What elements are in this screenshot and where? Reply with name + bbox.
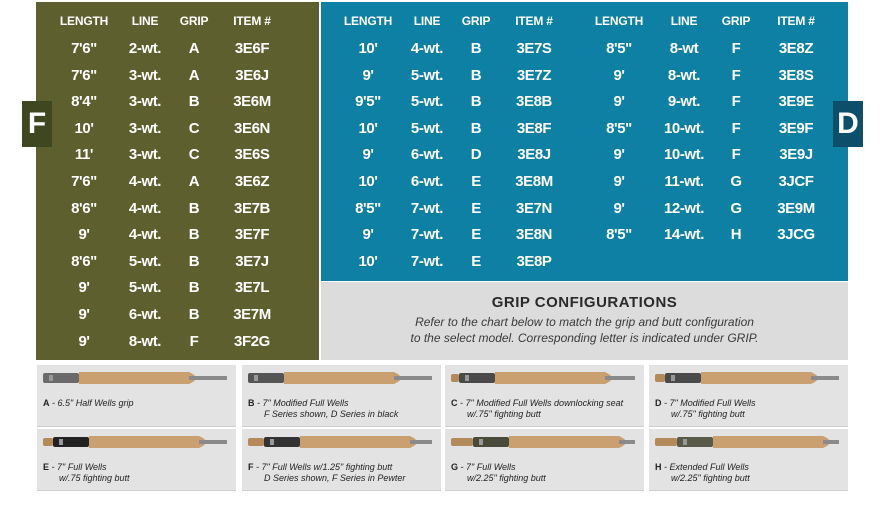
grip-f-photo — [242, 429, 441, 491]
f-series-length-cell: 8'6" — [71, 252, 97, 270]
d-series-2-length-cell: 9' — [613, 93, 625, 111]
d-series-1-line-cell: 7-wt. — [410, 226, 444, 244]
d-series-1-length-cell: 10' — [358, 119, 378, 137]
f-series-line-cell: 4-wt. — [128, 226, 162, 244]
d-series-2-grip-cell: G — [730, 199, 742, 217]
grip-description: - 7" Full Wells — [49, 462, 107, 472]
f-series-grip-cell: B — [188, 306, 200, 323]
d-series-1-line-cell: 5-wt. — [410, 93, 444, 111]
f-series-grip-cell: A — [188, 40, 200, 57]
grip-description: - 6.5" Half Wells grip — [49, 398, 134, 408]
f-series-length-cell: 9' — [78, 226, 90, 244]
f-series-grip-cell: B — [188, 252, 200, 270]
d-series-1-line-cell: 4-wt. — [410, 40, 444, 57]
grip-h-caption — [655, 462, 750, 484]
fly-rod-grip-icon — [649, 429, 848, 459]
grip-g-caption — [451, 462, 546, 484]
f-series-item-cell: 3E7F — [234, 226, 270, 244]
f-series-item-cell: 3E7M — [233, 306, 271, 323]
d-series-2-length-cell: 9' — [613, 199, 625, 217]
d-series-1-item-cell: 3E8M — [515, 173, 553, 190]
d-series-1-item-cell: 3E7N — [516, 199, 552, 217]
d-series-1-length-cell: 9' — [362, 146, 374, 164]
f-series-length-cell: 10' — [74, 119, 94, 137]
f-series-line-cell: 2-wt. — [128, 40, 162, 57]
f-series-line-cell: 4-wt. — [128, 199, 162, 217]
f-series-grip-cell: C — [188, 119, 200, 137]
f-series-item-cell: 3F2G — [234, 332, 270, 350]
fly-rod-grip-icon — [37, 365, 236, 395]
grip-description: - 7" Modified Full Wells — [661, 398, 756, 408]
d-series-1-line-cell: 5-wt. — [410, 119, 444, 137]
d-series-2-header-line: LINE — [670, 14, 698, 28]
f-series-length-cell: 8'6" — [71, 199, 97, 217]
d-series-2-length-cell: 9' — [613, 66, 625, 84]
d-series-1-grip-cell: E — [471, 226, 481, 244]
fly-rod-grip-icon — [445, 429, 644, 459]
d-series-1-grip-cell: B — [470, 40, 482, 57]
d-series-1-item-cell: 3E8F — [516, 119, 552, 137]
d-series-2-line-cell: 8-wt. — [667, 66, 701, 84]
grip-d-photo — [649, 365, 848, 427]
grip-b-caption — [248, 398, 398, 420]
f-series-grip-cell: C — [188, 146, 200, 164]
d-series-2-length-cell: 8'5" — [606, 119, 632, 137]
d-series-2-grip-cell: F — [731, 66, 741, 84]
f-series-line-cell: 5-wt. — [128, 252, 162, 270]
grip-letter: D — [655, 398, 662, 408]
f-series-grip-cell: F — [189, 332, 199, 350]
fly-rod-grip-icon — [649, 365, 848, 395]
d-series-2-item-cell: 3E9M — [777, 199, 815, 217]
grip-description-line-2: w/.75" fighting butt — [467, 409, 541, 419]
f-series-header-line: LINE — [131, 14, 159, 28]
d-series-1-header-grip: GRIP — [461, 14, 491, 28]
grip-description: - 7" Modified Full Wells downlocking seat — [457, 398, 624, 408]
d-series-1-header-length: LENGTH — [343, 14, 393, 28]
f-series-item-cell: 3E6J — [235, 66, 269, 84]
grip-configurations-title: GRIP CONFIGURATIONS — [491, 294, 678, 311]
f-series-item-cell: 3E7L — [234, 279, 270, 297]
d-series-1-grip-cell: D — [470, 146, 482, 164]
d-series-1-line-cell: 7-wt. — [410, 252, 444, 270]
f-series-item-cell: 3E6M — [233, 93, 271, 111]
grip-a-caption — [43, 398, 134, 409]
grip-d-caption — [655, 398, 756, 420]
f-series-header-grip: GRIP — [179, 14, 209, 28]
grip-letter: B — [248, 398, 255, 408]
d-series-2-length-cell: 9' — [613, 173, 625, 190]
grip-f-caption — [248, 462, 405, 484]
d-series-1-grip-cell: E — [471, 199, 481, 217]
d-series-1-grip-cell: E — [471, 173, 481, 190]
d-series-1-grip-cell: B — [470, 93, 482, 111]
d-series-1-length-cell: 10' — [358, 173, 378, 190]
grip-description-line-2: w/.75" fighting butt — [671, 409, 745, 419]
d-series-2-header-grip: GRIP — [721, 14, 751, 28]
d-series-2-line-cell: 12-wt. — [663, 199, 705, 217]
d-series-2-line-cell: 9-wt. — [667, 93, 701, 111]
grip-g-photo — [445, 429, 644, 491]
d-series-2-length-cell: 8'5" — [606, 226, 632, 244]
f-series-tab: F — [22, 101, 52, 147]
grip-letter: A — [43, 398, 50, 408]
d-series-2-item-cell: 3JCG — [777, 226, 815, 244]
d-series-1-length-cell: 10' — [358, 252, 378, 270]
grip-e-caption — [43, 462, 130, 484]
grip-description-line-2: w/.75 fighting butt — [59, 473, 130, 483]
d-series-2-item-cell: 3E9J — [779, 146, 813, 164]
d-series-1-item-cell: 3E7S — [516, 40, 552, 57]
f-series-item-cell: 3E6F — [234, 40, 270, 57]
f-series-grip-cell: A — [188, 173, 200, 190]
f-series-item-cell: 3E7J — [235, 252, 269, 270]
grip-e-photo — [37, 429, 236, 491]
f-series-item-cell: 3E7B — [234, 199, 270, 217]
f-series-grip-cell: B — [188, 279, 200, 297]
grip-letter: E — [43, 462, 50, 472]
d-series-1-length-cell: 10' — [358, 40, 378, 57]
d-series-2-grip-cell: F — [731, 93, 741, 111]
d-series-1-grip-cell: E — [471, 252, 481, 270]
d-series-1-item-cell: 3E8N — [516, 226, 552, 244]
grip-description: - Extended Full Wells — [661, 462, 749, 472]
f-series-line-cell: 6-wt. — [128, 306, 162, 323]
grip-letter: F — [248, 462, 254, 472]
d-series-1-header-item: ITEM # — [515, 14, 553, 28]
d-series-2-line-cell: 11-wt. — [664, 173, 704, 190]
grip-description-line-2: F Series shown, D Series in black — [264, 409, 399, 419]
d-series-1-item-cell: 3E8J — [517, 146, 551, 164]
fly-rod-grip-icon — [37, 429, 236, 459]
f-series-line-cell: 3-wt. — [128, 93, 162, 111]
d-series-2-item-cell: 3E8S — [778, 66, 814, 84]
f-series-line-cell: 8-wt. — [128, 332, 162, 350]
f-series-line-cell: 4-wt. — [128, 173, 162, 190]
grip-description: - 7" Full Wells w/1.25" fighting butt — [253, 462, 393, 472]
f-series-length-cell: 7'6" — [71, 66, 97, 84]
f-series-line-cell: 3-wt. — [128, 119, 162, 137]
d-series-1-length-cell: 9' — [362, 226, 374, 244]
f-series-header-length: LENGTH — [59, 14, 109, 28]
f-series-line-cell: 3-wt. — [128, 146, 162, 164]
d-series-2-line-cell: 10-wt. — [663, 146, 705, 164]
d-series-2-length-cell: 9' — [613, 146, 625, 164]
grip-c-caption — [451, 398, 623, 420]
d-series-2-length-cell: 8'5" — [606, 40, 632, 57]
grip-a-photo — [37, 365, 236, 427]
f-series-item-cell: 3E6S — [234, 146, 270, 164]
d-series-2-item-cell: 3E9F — [778, 119, 814, 137]
d-series-2-line-cell: 10-wt. — [663, 119, 705, 137]
fly-rod-grip-icon — [242, 365, 441, 395]
d-series-2-item-cell: 3E8Z — [778, 40, 814, 57]
fly-rod-grip-icon — [445, 365, 644, 395]
f-series-grip-cell: B — [188, 93, 200, 111]
d-series-tab: D — [833, 101, 863, 147]
d-series-1-line-cell: 6-wt. — [410, 146, 444, 164]
d-series-2-line-cell: 8-wt — [669, 40, 699, 57]
d-series-1-item-cell: 3E7Z — [516, 66, 552, 84]
d-series-1-line-cell: 5-wt. — [410, 66, 444, 84]
d-series-1-grip-cell: B — [470, 66, 482, 84]
grip-description: - 7" Modified Full Wells — [254, 398, 349, 408]
f-series-length-cell: 8'4" — [71, 93, 97, 111]
grip-h-photo — [649, 429, 848, 491]
d-series-1-length-cell: 9' — [362, 66, 374, 84]
d-series-1-length-cell: 9'5" — [355, 93, 381, 111]
grip-description-line-2: w/2.25" fighting butt — [467, 473, 546, 483]
f-series-length-cell: 9' — [78, 332, 90, 350]
d-series-2-header-length: LENGTH — [594, 14, 644, 28]
f-series-grip-cell: B — [188, 199, 200, 217]
d-series-1-item-cell: 3E8B — [516, 93, 552, 111]
d-series-2-grip-cell: F — [731, 146, 741, 164]
d-series-1-line-cell: 6-wt. — [410, 173, 444, 190]
f-series-header-item: ITEM # — [233, 14, 271, 28]
f-series-grip-cell: A — [188, 66, 200, 84]
d-series-1-item-cell: 3E8P — [516, 252, 552, 270]
d-series-2-item-cell: 3E9E — [778, 93, 814, 111]
grip-letter: C — [451, 398, 458, 408]
grip-description-line-2: w/2.25" fighting butt — [671, 473, 750, 483]
d-series-2-grip-cell: F — [731, 119, 741, 137]
d-series-2-grip-cell: G — [730, 173, 742, 190]
grip-letter: G — [451, 462, 459, 472]
grip-instructions-line-1: Refer to the chart below to match the grip and butt configuration — [415, 315, 754, 329]
grip-instructions-line-2: to the select model. Corresponding letter is indicated under GRIP. — [410, 331, 759, 345]
f-series-line-cell: 5-wt. — [128, 279, 162, 297]
grip-letter: H — [655, 462, 662, 472]
d-series-1-header-line: LINE — [413, 14, 441, 28]
f-series-length-cell: 7'6" — [71, 173, 97, 190]
f-series-length-cell: 9' — [78, 306, 90, 323]
f-series-line-cell: 3-wt. — [128, 66, 162, 84]
d-series-2-grip-cell: H — [730, 226, 742, 244]
f-series-item-cell: 3E6Z — [234, 173, 270, 190]
d-series-1-length-cell: 8'5" — [355, 199, 381, 217]
grip-description-line-2: D Series shown, F Series in Pewter — [264, 473, 406, 483]
f-series-length-cell: 7'6" — [71, 40, 97, 57]
d-series-1-line-cell: 7-wt. — [410, 199, 444, 217]
grip-b-photo — [242, 365, 441, 427]
f-series-length-cell: 9' — [78, 279, 90, 297]
f-series-grip-cell: B — [188, 226, 200, 244]
d-series-2-grip-cell: F — [731, 40, 741, 57]
d-series-2-header-item: ITEM # — [777, 14, 815, 28]
f-series-length-cell: 11' — [74, 146, 94, 164]
grip-c-photo — [445, 365, 644, 427]
grip-description: - 7" Full Wells — [458, 462, 516, 472]
fly-rod-grip-icon — [242, 429, 441, 459]
d-series-1-grip-cell: B — [470, 119, 482, 137]
d-series-2-item-cell: 3JCF — [778, 173, 814, 190]
f-series-item-cell: 3E6N — [234, 119, 270, 137]
d-series-2-line-cell: 14-wt. — [663, 226, 705, 244]
